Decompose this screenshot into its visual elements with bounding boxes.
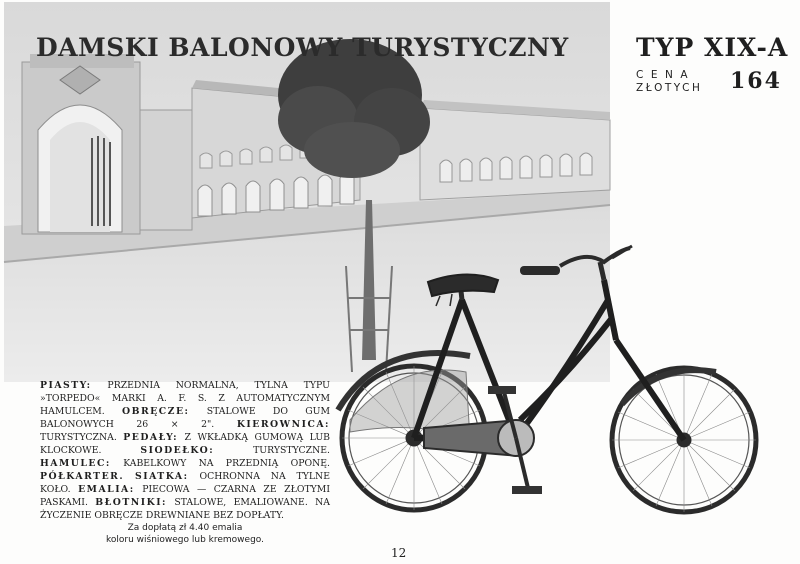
spec-text: KABELKOWY NA PRZEDNIĄ OPONĘ. [110, 458, 330, 469]
spec-label: BŁOTNIKI: [95, 497, 167, 508]
page-number: 12 [391, 546, 407, 560]
spec-label: PÓŁKARTER. [40, 471, 125, 482]
model-type-label: TYP XIX-A [636, 33, 789, 62]
surcharge-line1: Za dopłatą zł 4.40 emalia [127, 523, 243, 533]
spec-label: SIATKA: [135, 471, 189, 482]
spec-text: TURYSTYCZNE. [214, 445, 330, 456]
model-title: DAMSKI BALONOWY TURYSTYCZNY [36, 33, 569, 62]
spec-label: EMALIA: [78, 484, 135, 495]
spec-label: OBRĘCZE: [121, 406, 190, 417]
price-label-line1: CENA [636, 69, 696, 81]
spec-label: KIEROWNICA: [236, 419, 330, 430]
spec-text: TURYSTYCZNA. [40, 432, 124, 443]
spec-text: PIECOWA — CZARNA ZE ZŁOTYMI PASKAMI. [40, 484, 330, 508]
spec-label: PIASTY: [40, 380, 92, 391]
price-label-line2: ZŁOTYCH [636, 82, 703, 94]
spec-label: HAMULEC: [40, 458, 111, 469]
right-building [420, 100, 610, 200]
spec-label: SIODEŁKO: [140, 445, 215, 456]
spec-text: STALOWE DO GUM BALONOWYCH 26 × 2". [40, 406, 330, 430]
spec-text: OCHRONNA NA TYLNE KOŁO. [40, 471, 330, 495]
spec-text: PRZEDNIA NORMALNA, TYLNA TYPU »TORPEDO« MARKI A. F. S. Z AUTOMATYCZNYM HAMULCEM. [40, 380, 330, 417]
price-label [636, 69, 702, 95]
surcharge-note [40, 522, 330, 546]
specifications-paragraph [40, 379, 330, 522]
spec-label: PEDAŁY: [123, 432, 179, 443]
spec-text: Z WKŁADKĄ GUMOWĄ LUB KLOCKOWE. [40, 432, 330, 456]
price-value: 164 [730, 68, 782, 94]
spec-text: STALOWE, EMALIOWANE. NA ŻYCZENIE OBRĘCZE DREWNIANE BEZ DOPŁATY. [40, 497, 330, 521]
spec-text [124, 471, 135, 482]
surcharge-line2: koloru wiśniowego lub kremowego. [105, 535, 265, 545]
